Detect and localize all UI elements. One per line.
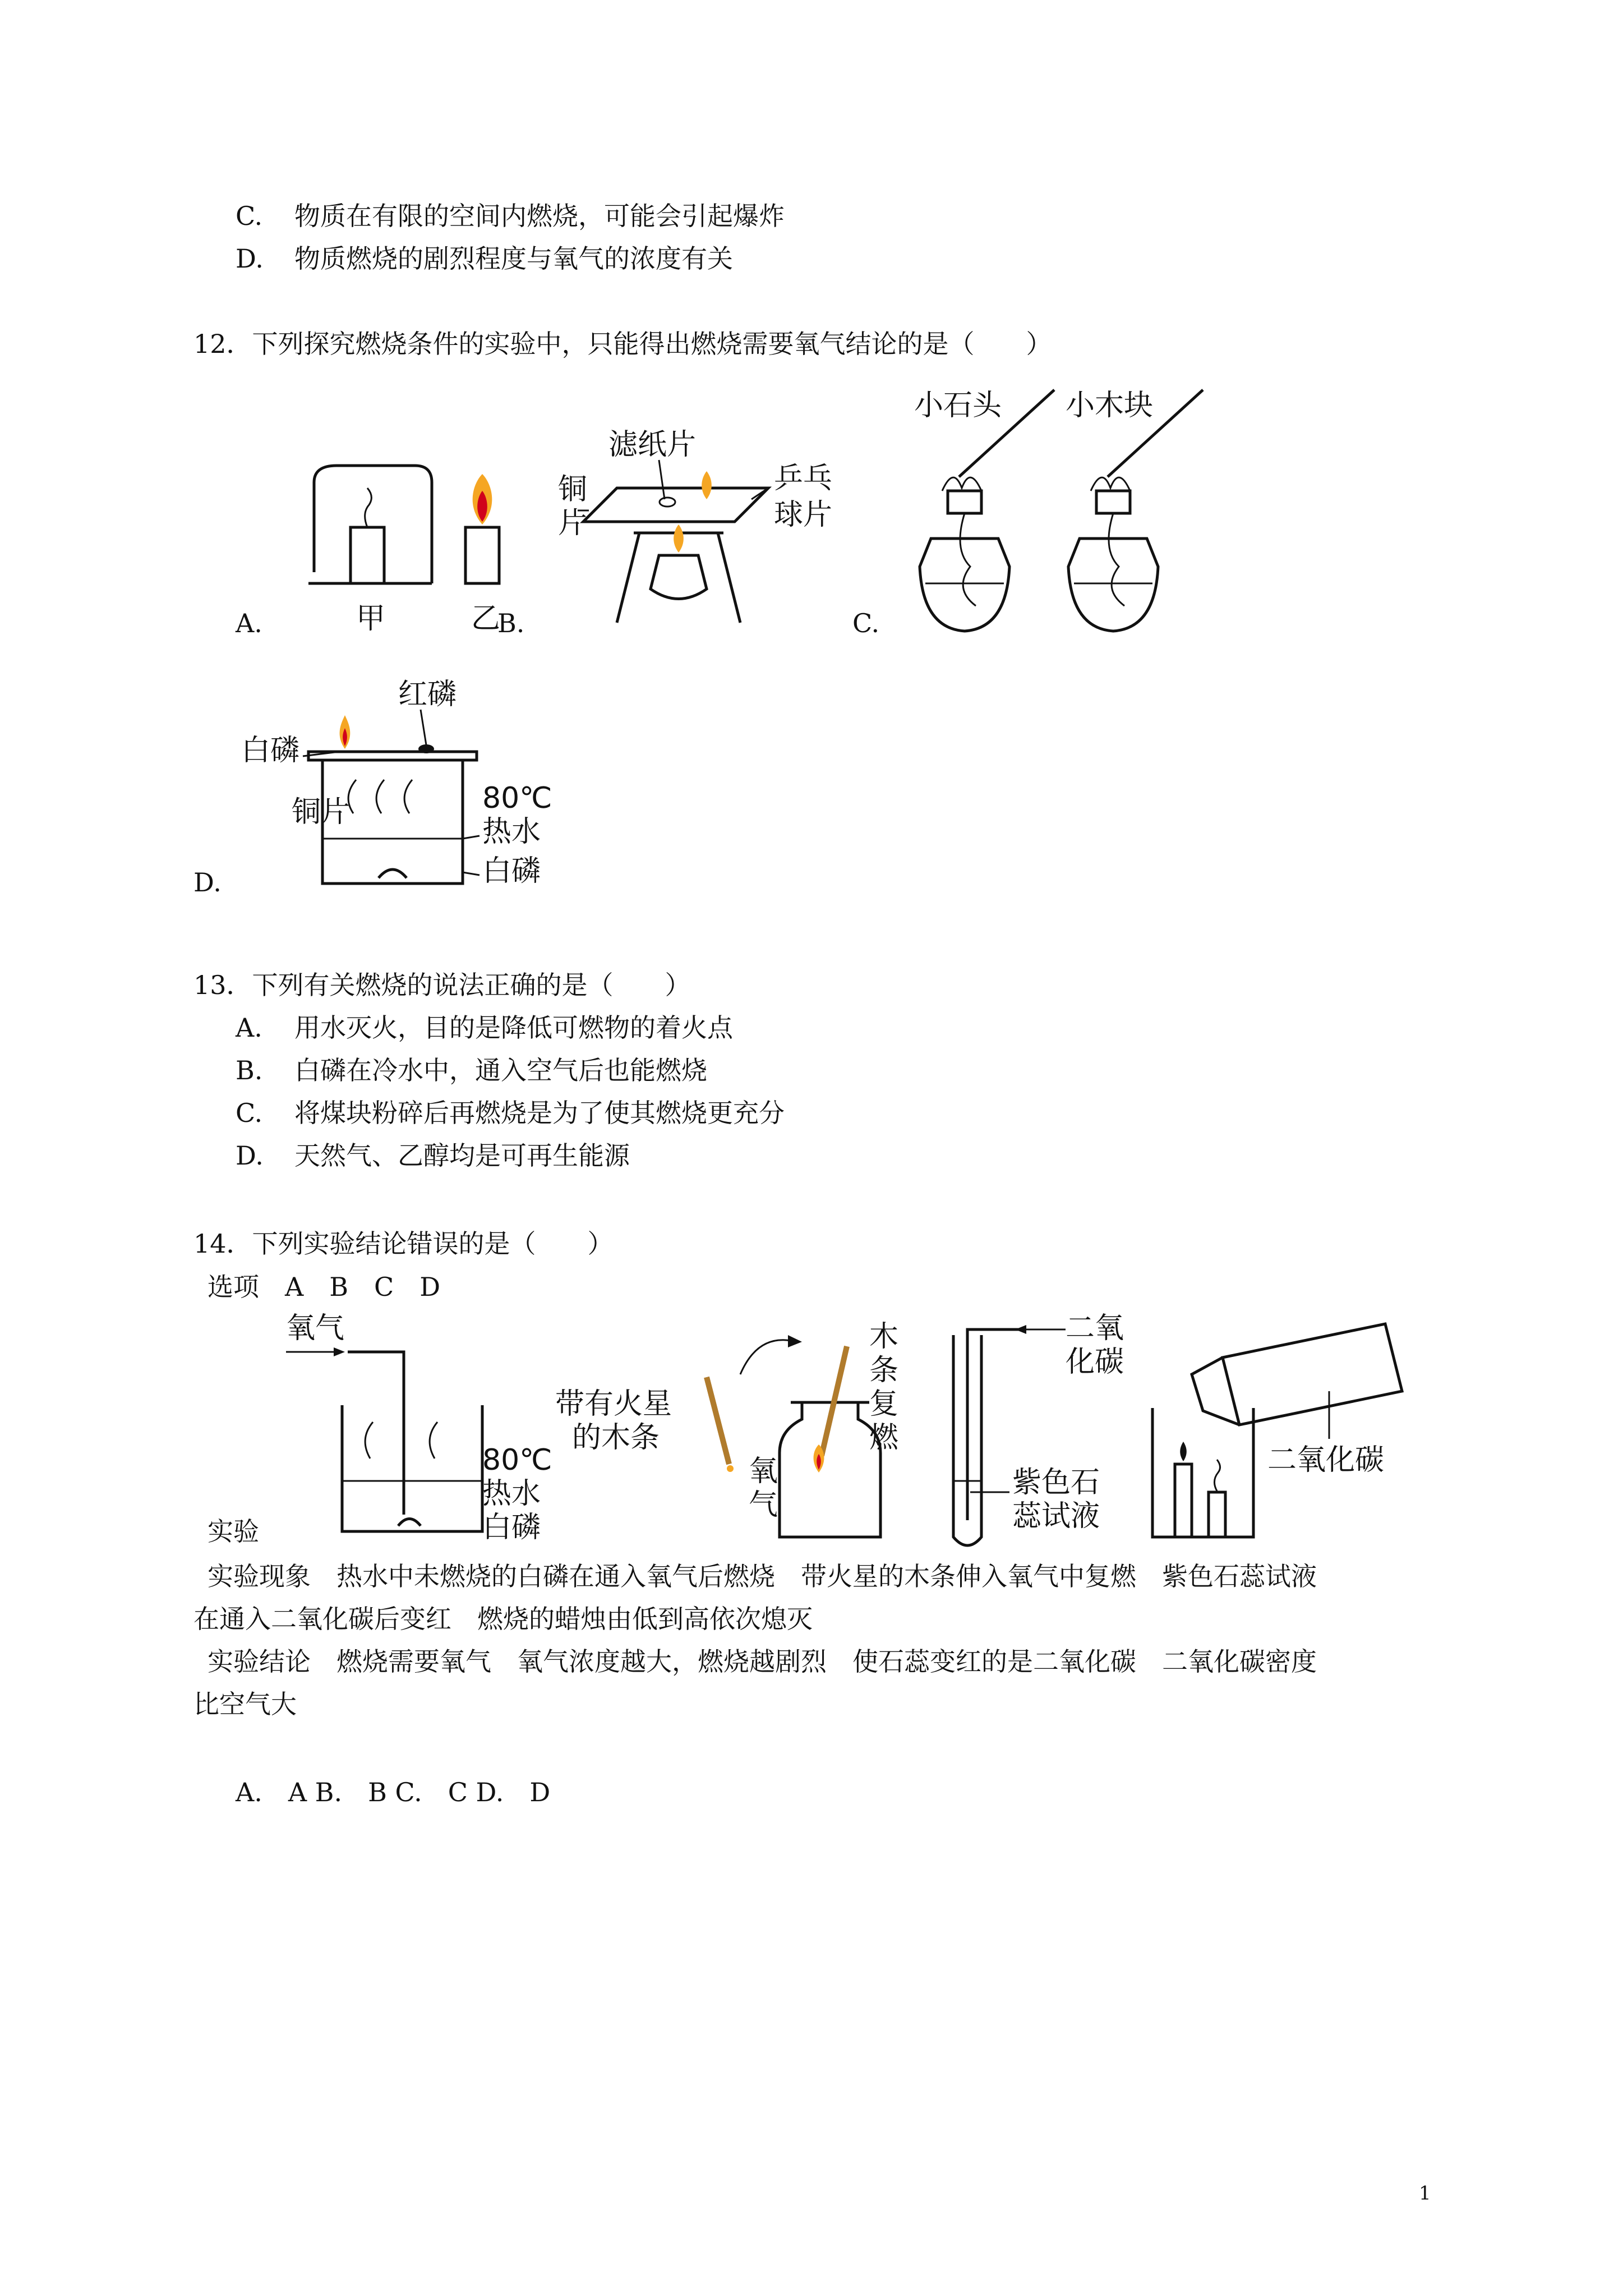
q14-experiment-label: 实验 xyxy=(208,1516,259,1547)
lamp-left-shape xyxy=(920,477,1009,631)
q14-figure-a xyxy=(280,1307,572,1543)
q12-figure-d xyxy=(241,668,589,903)
label-copper-2: 片 xyxy=(558,507,588,540)
label-litmus-2: 蕊试液 xyxy=(1012,1499,1100,1533)
label-copper-plate: 铜片 xyxy=(292,795,351,829)
q14-figure-d xyxy=(1150,1313,1419,1548)
q13-option-a: A. 用水灭火，目的是降低可燃物的着火点 xyxy=(236,1013,733,1043)
q12-figure-c xyxy=(909,381,1200,645)
q12-label-c: C. xyxy=(852,608,880,638)
q14-phenomenon-line1: 实验现象 热水中未燃烧的白磷在通入氧气后燃烧 带火星的木条伸入氧气中复燃 紫色石蕊试液 xyxy=(208,1561,1317,1591)
q13-option-b: B. 白磷在冷水中，通入空气后也能燃烧 xyxy=(236,1055,707,1085)
pingpong-flame-shape xyxy=(702,471,712,499)
beaker-a-shape xyxy=(342,1405,482,1531)
bell-jar-shape xyxy=(314,466,432,583)
lamp-right-shape xyxy=(1068,477,1158,631)
q14-conclusion-line2: 比空气大 xyxy=(193,1689,297,1719)
q14-figure-c xyxy=(948,1313,1161,1548)
label-stone: 小石头 xyxy=(914,389,1002,422)
q11-option-c: C. 物质在有限的空间内燃烧，可能会引起爆炸 xyxy=(236,201,785,231)
label-o-1: 氧 xyxy=(749,1455,778,1488)
q14-header: 选项 A B C D xyxy=(208,1272,441,1302)
label-14a-white: 白磷 xyxy=(482,1511,541,1544)
q13-option-c: C. 将煤块粉碎后再燃烧是为了使其燃烧更充分 xyxy=(236,1098,785,1128)
label-r-3: 复 xyxy=(869,1387,899,1421)
q13-stem: 13．下列有关燃烧的说法正确的是（ ） xyxy=(193,970,691,1000)
label-filter-paper: 滤纸片 xyxy=(608,428,697,462)
label-14a-temp: 80℃ xyxy=(482,1443,552,1477)
label-jia: 甲 xyxy=(356,602,386,636)
label-r-2: 条 xyxy=(869,1354,899,1387)
smoke-shape xyxy=(365,488,372,527)
q14-phenomenon-line2: 在通入二氧化碳后变红 燃烧的蜡烛由低到高依次熄灭 xyxy=(193,1604,813,1634)
label-white-phosphorus-bottom: 白磷 xyxy=(482,854,541,888)
label-r-4: 燃 xyxy=(869,1421,899,1455)
q12-stem: 12．下列探究燃烧条件的实验中，只能得出燃烧需要氧气结论的是（ ） xyxy=(193,329,1052,359)
burner-shape xyxy=(651,555,707,599)
label-red-phosphorus: 红磷 xyxy=(398,678,457,711)
label-co2-1: 二氧 xyxy=(1066,1312,1124,1345)
label-wood: 小木块 xyxy=(1066,389,1154,422)
copper-plate-shape xyxy=(583,488,768,522)
label-co2-2: 化碳 xyxy=(1066,1345,1124,1379)
q14-stem: 14．下列实验结论错误的是（ ） xyxy=(193,1228,614,1259)
q14-conclusion-line1: 实验结论 燃烧需要氧气 氧气浓度越大，燃烧越剧烈 使石蕊变红的是二氧化碳 二氧化碳密度 xyxy=(208,1646,1317,1677)
label-oxygen-in: 氧气 xyxy=(286,1312,345,1345)
candle-yi-shape xyxy=(465,527,499,583)
q12-label-d: D. xyxy=(193,867,222,898)
q14-answer-options: A. A B. B C. C D. D xyxy=(236,1777,551,1807)
label-copper-1: 铜 xyxy=(558,473,588,507)
wood-stick-shape xyxy=(707,1377,729,1464)
oxygen-tube-shape xyxy=(348,1352,404,1515)
label-r-1: 木 xyxy=(869,1320,899,1354)
label-hot-water: 热水 xyxy=(482,815,541,849)
label-temp: 80℃ xyxy=(482,781,552,815)
label-stick-1: 带有火星 xyxy=(555,1387,672,1421)
label-pingpong-2: 球片 xyxy=(774,498,833,532)
co2-bottle-shape xyxy=(1223,1324,1402,1425)
page-number: 1 xyxy=(1419,2182,1431,2205)
q12-label-b: B. xyxy=(497,608,525,638)
q12-label-a: A. xyxy=(236,608,262,638)
label-white-phosphorus-top: 白磷 xyxy=(241,734,300,767)
label-14a-water: 热水 xyxy=(482,1477,541,1511)
beaker-d-candles-shape xyxy=(1152,1408,1253,1537)
q12-figure-b xyxy=(555,415,836,651)
label-stick-2: 的木条 xyxy=(572,1421,660,1455)
label-o-2: 气 xyxy=(749,1488,778,1522)
label-yi: 乙 xyxy=(471,602,501,636)
q14-figure-b xyxy=(555,1320,914,1548)
candle-jia-shape xyxy=(351,527,384,583)
label-pingpong-1: 乒乓 xyxy=(774,462,833,495)
white-phosphorus-bottom-shape xyxy=(379,869,407,878)
label-14d-co2: 二氧化碳 xyxy=(1267,1443,1385,1477)
q13-option-d: D. 天然气、乙醇均是可再生能源 xyxy=(236,1140,630,1171)
label-litmus-1: 紫色石 xyxy=(1012,1466,1100,1499)
q11-option-d: D. 物质燃烧的剧烈程度与氧气的浓度有关 xyxy=(236,243,733,274)
